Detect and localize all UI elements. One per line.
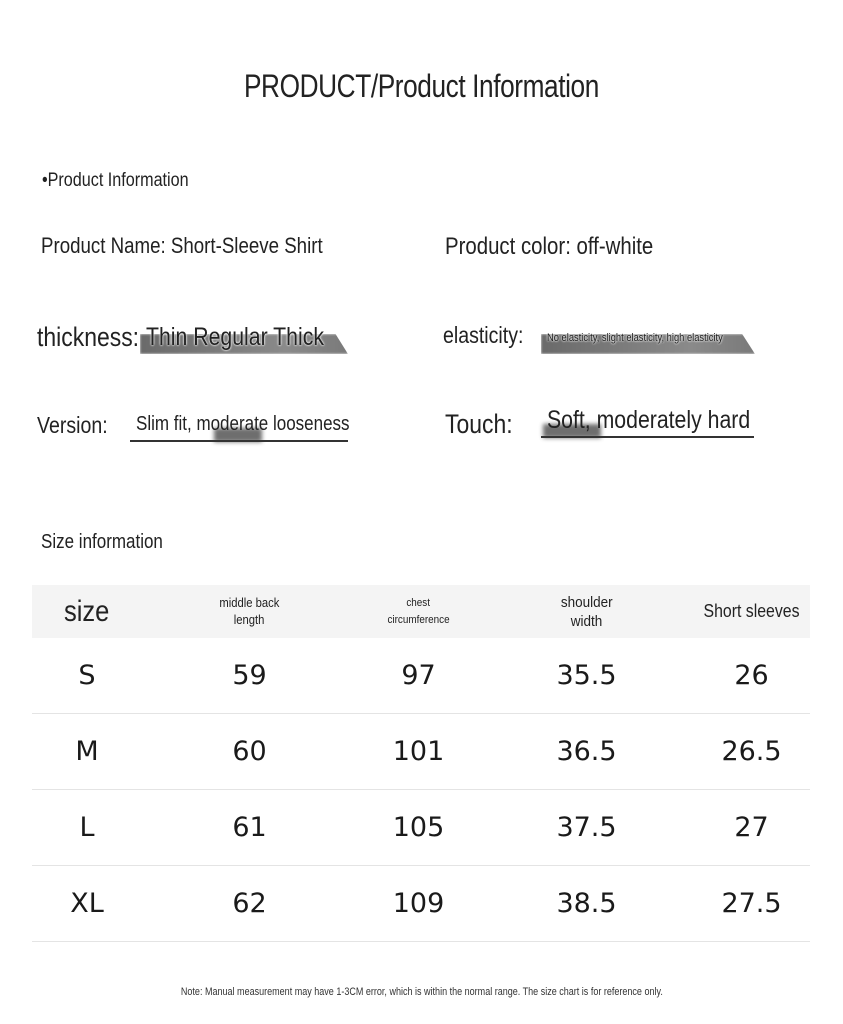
cell-shoulder: 38.5 xyxy=(480,866,693,942)
elasticity-label: elasticity: xyxy=(443,322,524,348)
cell-shoulder: 35.5 xyxy=(480,638,693,714)
touch-label: Touch: xyxy=(445,409,513,439)
touch-field xyxy=(541,404,754,438)
table-row xyxy=(32,790,810,866)
table-row xyxy=(32,866,810,942)
table-row xyxy=(32,638,810,714)
cell-size: L xyxy=(32,790,142,866)
header-length: middle back length xyxy=(142,585,357,638)
header-chest: chest circumference xyxy=(357,585,480,638)
cell-length: 61 xyxy=(142,790,357,866)
cell-size: M xyxy=(32,714,142,790)
measurement-note: Note: Manual measurement may have 1-3CM error, which is within the normal range. The size chart is for reference only. xyxy=(180,986,663,998)
size-info-heading: Size information xyxy=(41,531,163,553)
cell-length: 60 xyxy=(142,714,357,790)
thickness-value: Thin Regular Thick xyxy=(146,323,324,351)
product-name: Product Name: Short-Sleeve Shirt xyxy=(41,233,323,258)
elasticity-value: No elasticity, slight elasticity, high elasticity xyxy=(547,332,723,344)
cell-length: 59 xyxy=(142,638,357,714)
thickness-field xyxy=(140,320,348,354)
cell-sleeve: 26.5 xyxy=(693,714,810,790)
header-sleeve: Short sleeves xyxy=(693,585,810,638)
cell-chest: 105 xyxy=(357,790,480,866)
cell-chest: 101 xyxy=(357,714,480,790)
header-shoulder: shoulder width xyxy=(480,585,693,638)
version-field xyxy=(130,408,348,442)
page-title: PRODUCT/Product Information xyxy=(244,68,599,104)
cell-size: XL xyxy=(32,866,142,942)
cell-sleeve: 27 xyxy=(693,790,810,866)
cell-sleeve: 27.5 xyxy=(693,866,810,942)
product-color: Product color: off-white xyxy=(445,233,654,260)
elasticity-field xyxy=(541,320,755,354)
size-table-header xyxy=(32,585,810,638)
cell-sleeve: 26 xyxy=(693,638,810,714)
product-info-heading: •Product Information xyxy=(42,170,189,191)
table-row xyxy=(32,714,810,790)
cell-shoulder: 37.5 xyxy=(480,790,693,866)
cell-shoulder: 36.5 xyxy=(480,714,693,790)
thickness-label: thickness: xyxy=(37,322,140,352)
cell-length: 62 xyxy=(142,866,357,942)
version-value: Slim fit, moderate looseness xyxy=(136,413,350,435)
size-table xyxy=(32,585,810,942)
header-size: size xyxy=(32,585,142,638)
version-label: Version: xyxy=(37,412,108,438)
cell-chest: 97 xyxy=(357,638,480,714)
cell-chest: 109 xyxy=(357,866,480,942)
touch-value: Soft, moderately hard xyxy=(547,406,751,434)
cell-size: S xyxy=(32,638,142,714)
